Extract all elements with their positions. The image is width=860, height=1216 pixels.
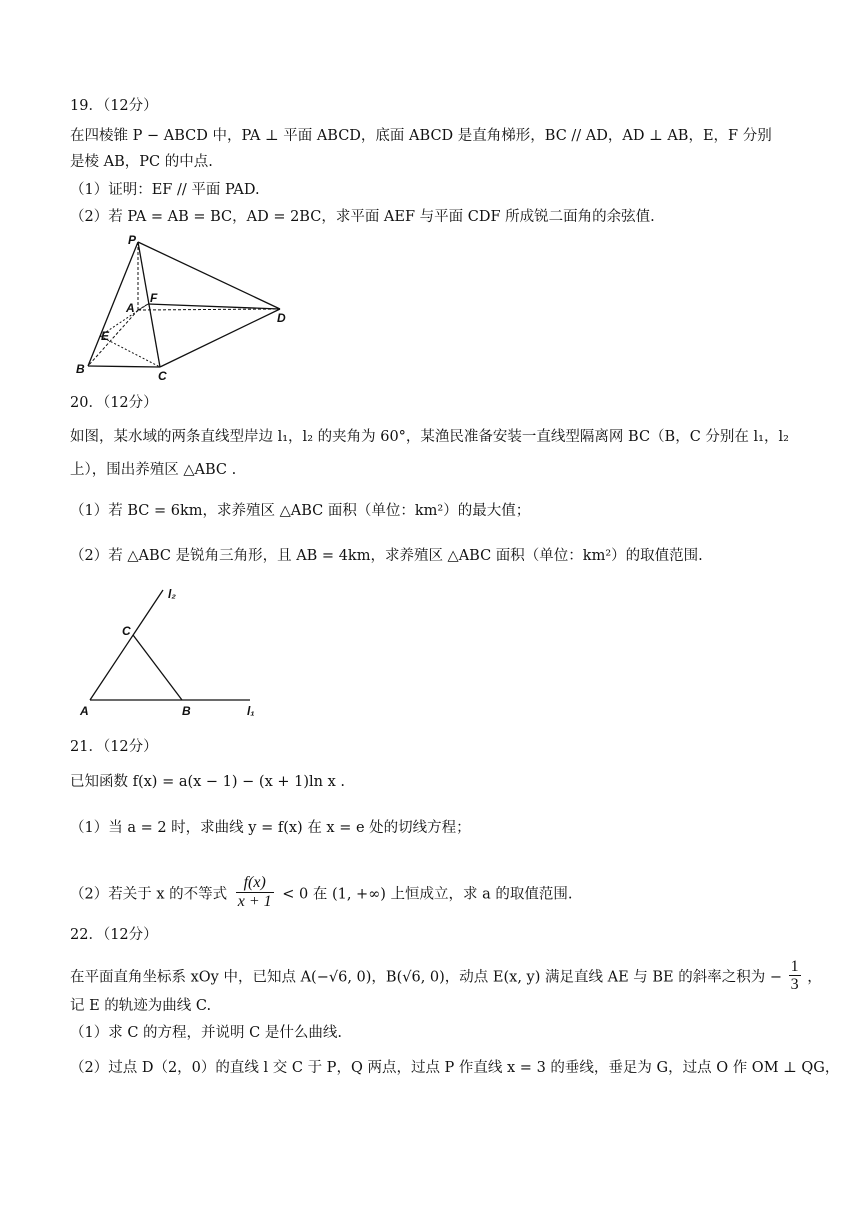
q22-fraction-numerator: 1	[790, 958, 799, 975]
q21-fraction-numerator: f(x)	[236, 874, 274, 893]
q21-part-2-prefix: （2）若关于 x 的不等式	[70, 886, 228, 903]
q21-stem: 已知函数 f(x) = a(x − 1) − (x + 1)ln x .	[70, 774, 345, 790]
q19-label-c: C	[158, 369, 167, 382]
q20-header: 20．（12分）	[70, 395, 158, 411]
q20-stem-line-2: 上），围出养殖区 △ABC .	[70, 462, 237, 478]
q20-part-1: （1）若 BC = 6km，求养殖区 △ABC 面积（单位：km²）的最大值；	[70, 503, 531, 519]
q19-stem-line-1: 在四棱锥 P − ABCD 中，PA ⊥ 平面 ABCD，底面 ABCD 是直角梯形，BC // AD，AD ⊥ AB，E，F 分别	[70, 128, 772, 144]
q20-label-a: A	[80, 704, 89, 718]
q21-header: 21．（12分）	[70, 739, 158, 755]
q20-label-l1: l₁	[247, 704, 255, 718]
q22-part-2: （2）过点 D（2，0）的直线 l 交 C 于 P，Q 两点，过点 P 作直线 x = 3 的垂线，垂足为 G，过点 O 作 OM ⊥ QG，	[70, 1060, 840, 1076]
q21-part-2	[70, 876, 573, 913]
q19-label-p: P	[128, 233, 137, 247]
q20-label-l2: l₂	[168, 587, 176, 601]
q21-part-1: （1）当 a = 2 时，求曲线 y = f(x) 在 x = e 处的切线方程；	[70, 820, 471, 836]
q19-header: 19．（12分）	[70, 98, 158, 114]
q22-stem-line-1	[70, 960, 822, 995]
q20-triangle-figure	[75, 585, 275, 720]
q20-label-b: B	[182, 704, 191, 718]
q22-stem-line-2: 记 E 的轨迹为曲线 C.	[70, 998, 212, 1014]
q19-label-e: E	[101, 329, 110, 343]
q22-fraction	[789, 958, 801, 993]
q19-pyramid-figure	[70, 232, 300, 382]
q19-part-2: （2）若 PA = AB = BC，AD = 2BC，求平面 AEF 与平面 CDF 所成锐二面角的余弦值.	[70, 209, 655, 225]
q19-label-a: A	[126, 301, 135, 315]
q19-label-b: B	[76, 362, 85, 376]
q21-fraction-denominator: x + 1	[237, 893, 272, 910]
q20-label-c: C	[122, 624, 131, 638]
q21-part-2-suffix: < 0 在 (1, +∞) 上恒成立，求 a 的取值范围.	[282, 886, 573, 903]
q22-header: 22．（12分）	[70, 927, 158, 943]
q22-stem-suffix: ，	[807, 969, 822, 986]
q20-stem-line-1: 如图，某水域的两条直线型岸边 l₁，l₂ 的夹角为 60°，某渔民准备安装一直线型隔离网 BC（B，C 分别在 l₁，l₂	[70, 429, 789, 445]
q21-fraction	[236, 874, 274, 911]
q19-label-f: F	[150, 291, 158, 305]
q22-stem-prefix: 在平面直角坐标系 xOy 中，已知点 A(−√6, 0)，B(√6, 0)，动点 E(x, y) 满足直线 AE 与 BE 的斜率之积为 −	[70, 969, 782, 986]
q22-fraction-denominator: 3	[790, 976, 799, 993]
q22-part-1: （1）求 C 的方程，并说明 C 是什么曲线.	[70, 1025, 342, 1041]
q19-label-d: D	[277, 311, 286, 325]
q19-stem-line-2: 是棱 AB，PC 的中点.	[70, 154, 213, 170]
q19-part-1: （1）证明：EF // 平面 PAD.	[70, 182, 260, 198]
q20-part-2: （2）若 △ABC 是锐角三角形，且 AB = 4km，求养殖区 △ABC 面积（单位：km²）的取值范围.	[70, 548, 703, 564]
